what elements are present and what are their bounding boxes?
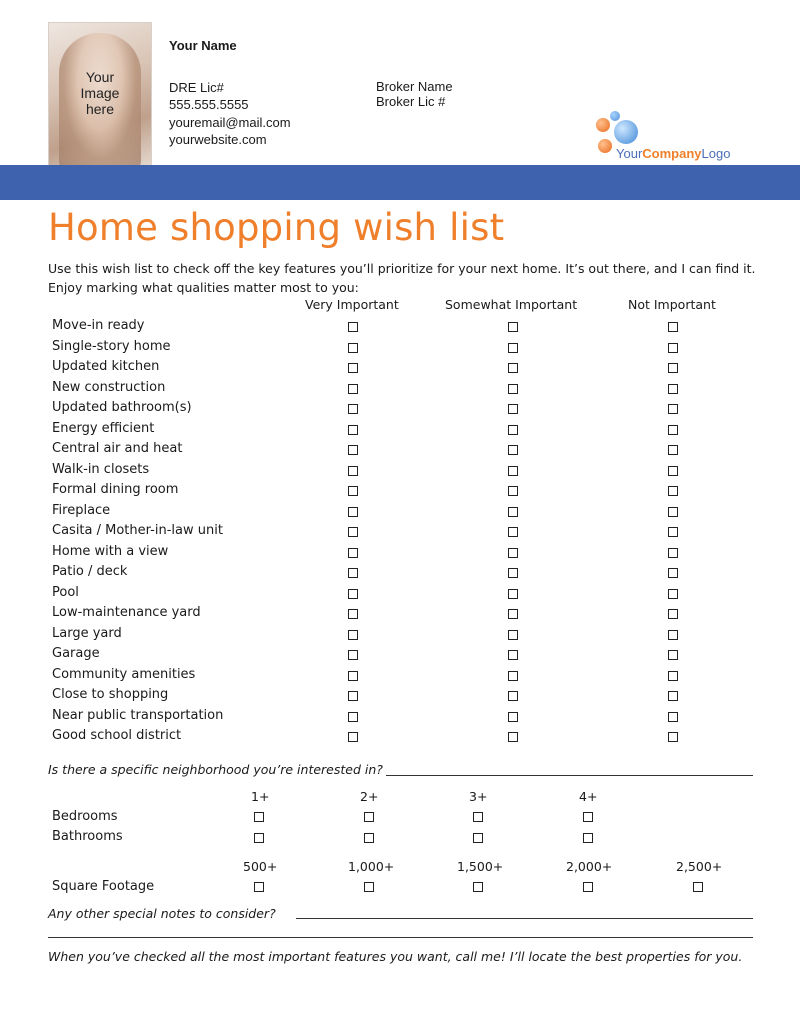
- sqft-option-2500: 2,500+: [676, 859, 723, 874]
- checkbox-very-important[interactable]: [348, 322, 358, 332]
- checkbox-very-important[interactable]: [348, 466, 358, 476]
- agent-phone: 555.555.5555: [169, 97, 249, 112]
- feature-label: Move-in ready: [52, 318, 145, 333]
- feature-label: Low-maintenance yard: [52, 605, 201, 620]
- feature-row: [52, 439, 752, 459]
- logo-orange-circle-icon: [598, 139, 612, 153]
- agent-photo-placeholder: [48, 22, 152, 172]
- feature-label: Large yard: [52, 625, 122, 641]
- checkbox-very-important[interactable]: [348, 425, 358, 435]
- checkbox-very-important[interactable]: [348, 630, 358, 640]
- checkbox-somewhat-important[interactable]: [508, 568, 518, 578]
- logo-text-your: Your: [616, 146, 643, 161]
- bedrooms-1plus-checkbox[interactable]: [254, 812, 264, 822]
- feature-label: Updated bathroom(s): [52, 400, 192, 415]
- checkbox-not-important[interactable]: [668, 343, 678, 353]
- feature-row: [52, 521, 752, 541]
- checkbox-somewhat-important[interactable]: [508, 691, 518, 701]
- page-title: Home shopping wish list: [48, 206, 505, 249]
- intro-text: Use this wish list to check off the key features you’ll prioritize for your next home. It’s out there, and I can find it. Enjoy marking what qualities matter most to you:: [48, 261, 756, 295]
- checkbox-not-important[interactable]: [668, 609, 678, 619]
- feature-row: [52, 562, 752, 582]
- checkbox-somewhat-important[interactable]: [508, 589, 518, 599]
- feature-label: Energy efficient: [52, 420, 155, 436]
- bathrooms-4plus-checkbox[interactable]: [583, 833, 593, 843]
- checkbox-not-important[interactable]: [668, 671, 678, 681]
- checkbox-not-important[interactable]: [668, 589, 678, 599]
- checkbox-very-important[interactable]: [348, 384, 358, 394]
- checkbox-somewhat-important[interactable]: [508, 486, 518, 496]
- logo-text-logo: Logo: [701, 146, 731, 161]
- checkbox-not-important[interactable]: [668, 712, 678, 722]
- checkbox-somewhat-important[interactable]: [508, 466, 518, 476]
- checkbox-not-important[interactable]: [668, 486, 678, 496]
- broker-license: Broker Lic #: [376, 94, 446, 109]
- feature-row: [52, 378, 752, 398]
- logo-small-blue-circle-icon: [610, 111, 620, 121]
- bedrooms-4plus-checkbox[interactable]: [583, 812, 593, 822]
- sqft-option-500: 500+: [243, 859, 278, 874]
- checkbox-somewhat-important[interactable]: [508, 732, 518, 742]
- checkbox-very-important[interactable]: [348, 404, 358, 414]
- checkbox-not-important[interactable]: [668, 384, 678, 394]
- feature-label: Close to shopping: [52, 687, 169, 702]
- notes-answer-line[interactable]: [296, 918, 753, 919]
- feature-label: Central air and heat: [52, 441, 183, 456]
- feature-label: Home with a view: [52, 543, 169, 559]
- checkbox-very-important[interactable]: [348, 568, 358, 578]
- logo-orange-circle-icon: [596, 118, 610, 132]
- checkbox-not-important[interactable]: [668, 548, 678, 558]
- checkbox-very-important[interactable]: [348, 671, 358, 681]
- bedrooms-label: Bedrooms: [52, 809, 118, 824]
- feature-row: [52, 460, 752, 480]
- column-header-not-important: Not Important: [628, 297, 716, 312]
- bathrooms-label: Bathrooms: [52, 829, 123, 844]
- company-logo: [594, 106, 754, 166]
- checkbox-not-important[interactable]: [668, 732, 678, 742]
- feature-label: Fireplace: [52, 502, 111, 518]
- checkbox-somewhat-important[interactable]: [508, 425, 518, 435]
- feature-label: Single-story home: [52, 338, 171, 354]
- feature-label: Updated kitchen: [52, 359, 160, 374]
- feature-row: [52, 419, 752, 439]
- feature-label: Near public transportation: [52, 707, 224, 723]
- sqft-1500-checkbox[interactable]: [473, 882, 483, 892]
- checkbox-somewhat-important[interactable]: [508, 507, 518, 517]
- feature-label: Community amenities: [52, 666, 196, 682]
- checkbox-not-important[interactable]: [668, 630, 678, 640]
- feature-label: Patio / deck: [52, 564, 128, 579]
- checkbox-not-important[interactable]: [668, 404, 678, 414]
- checkbox-not-important[interactable]: [668, 322, 678, 332]
- logo-large-blue-circle-icon: [614, 120, 638, 144]
- sqft-2000-checkbox[interactable]: [583, 882, 593, 892]
- feature-row: [52, 337, 752, 357]
- notes-question: Any other special notes to consider?: [48, 906, 276, 921]
- checkbox-somewhat-important[interactable]: [508, 609, 518, 619]
- checkbox-very-important[interactable]: [348, 732, 358, 742]
- bedrooms-2plus-checkbox[interactable]: [364, 812, 374, 822]
- checkbox-somewhat-important[interactable]: [508, 322, 518, 332]
- checkbox-somewhat-important[interactable]: [508, 404, 518, 414]
- checkbox-not-important[interactable]: [668, 363, 678, 373]
- column-header-somewhat-important: Somewhat Important: [445, 297, 578, 312]
- feature-row: [52, 624, 752, 644]
- checkbox-somewhat-important[interactable]: [508, 343, 518, 353]
- feature-row: [52, 603, 752, 623]
- closing-text: When you’ve checked all the most important features you want, call me! I’ll locate the best properties for you.: [48, 949, 743, 964]
- room-option-4plus: 4+: [579, 789, 598, 804]
- feature-label: Good school district: [52, 728, 182, 743]
- column-header-very-important: Very Important: [305, 297, 399, 312]
- feature-label: New construction: [52, 379, 166, 395]
- feature-label: Pool: [52, 584, 79, 600]
- checkbox-very-important[interactable]: [348, 548, 358, 558]
- feature-row: [52, 398, 752, 418]
- room-option-1plus: 1+: [251, 789, 270, 804]
- checkbox-very-important[interactable]: [348, 507, 358, 517]
- feature-row: [52, 316, 752, 336]
- checkbox-not-important[interactable]: [668, 507, 678, 517]
- feature-row: [52, 480, 752, 500]
- feature-row: [52, 644, 752, 664]
- feature-row: [52, 583, 752, 603]
- checkbox-not-important[interactable]: [668, 691, 678, 701]
- feature-row: [52, 726, 752, 746]
- feature-label: Garage: [52, 646, 100, 661]
- feature-row: [52, 501, 752, 521]
- checkbox-somewhat-important[interactable]: [508, 527, 518, 537]
- sqft-option-1000: 1,000+: [348, 859, 395, 874]
- checkbox-somewhat-important[interactable]: [508, 384, 518, 394]
- neighborhood-answer-line[interactable]: [386, 775, 753, 776]
- logo-text-company: Company: [642, 146, 702, 161]
- feature-row: [52, 542, 752, 562]
- feature-row: [52, 665, 752, 685]
- checkbox-not-important[interactable]: [668, 466, 678, 476]
- agent-name: Your Name: [169, 38, 237, 53]
- checkbox-very-important[interactable]: [348, 343, 358, 353]
- bathrooms-2plus-checkbox[interactable]: [364, 833, 374, 843]
- sqft-option-1500: 1,500+: [457, 859, 504, 874]
- feature-row: [52, 685, 752, 705]
- bathrooms-1plus-checkbox[interactable]: [254, 833, 264, 843]
- checkbox-somewhat-important[interactable]: [508, 650, 518, 660]
- sqft-option-2000: 2,000+: [566, 859, 613, 874]
- checkbox-somewhat-important[interactable]: [508, 445, 518, 455]
- feature-label: Walk-in closets: [52, 461, 150, 477]
- sqft-500-checkbox[interactable]: [254, 882, 264, 892]
- checkbox-not-important[interactable]: [668, 445, 678, 455]
- checkbox-somewhat-important[interactable]: [508, 712, 518, 722]
- checkbox-somewhat-important[interactable]: [508, 630, 518, 640]
- broker-name: Broker Name: [376, 79, 453, 94]
- checkbox-not-important[interactable]: [668, 425, 678, 435]
- checkbox-not-important[interactable]: [668, 650, 678, 660]
- logo-wordmark: [616, 146, 730, 161]
- agent-website[interactable]: yourwebsite.com: [169, 132, 267, 147]
- feature-label: Casita / Mother-in-law unit: [52, 523, 223, 538]
- bedrooms-3plus-checkbox[interactable]: [473, 812, 483, 822]
- sqft-1000-checkbox[interactable]: [364, 882, 374, 892]
- agent-license: DRE Lic#: [169, 80, 224, 95]
- agent-email[interactable]: youremail@mail.com: [169, 115, 291, 130]
- room-option-2plus: 2+: [360, 789, 379, 804]
- checkbox-very-important[interactable]: [348, 445, 358, 455]
- room-option-3plus: 3+: [469, 789, 488, 804]
- notes-extra-line[interactable]: [48, 937, 753, 938]
- square-footage-label: Square Footage: [52, 879, 155, 894]
- feature-row: [52, 357, 752, 377]
- checkbox-very-important[interactable]: [348, 589, 358, 599]
- checkbox-somewhat-important[interactable]: [508, 548, 518, 558]
- checkbox-very-important[interactable]: [348, 650, 358, 660]
- checkbox-very-important[interactable]: [348, 712, 358, 722]
- photo-placeholder-text: Your Image here: [80, 69, 120, 117]
- checkbox-not-important[interactable]: [668, 527, 678, 537]
- checkbox-very-important[interactable]: [348, 527, 358, 537]
- neighborhood-question: Is there a specific neighborhood you’re interested in?: [48, 762, 383, 777]
- checkbox-somewhat-important[interactable]: [508, 363, 518, 373]
- checkbox-very-important[interactable]: [348, 363, 358, 373]
- header-band: [0, 165, 800, 200]
- checkbox-very-important[interactable]: [348, 691, 358, 701]
- feature-label: Formal dining room: [52, 482, 179, 497]
- sqft-2500-checkbox[interactable]: [693, 882, 703, 892]
- feature-row: [52, 706, 752, 726]
- checkbox-somewhat-important[interactable]: [508, 671, 518, 681]
- bathrooms-3plus-checkbox[interactable]: [473, 833, 483, 843]
- checkbox-not-important[interactable]: [668, 568, 678, 578]
- checkbox-very-important[interactable]: [348, 609, 358, 619]
- checkbox-very-important[interactable]: [348, 486, 358, 496]
